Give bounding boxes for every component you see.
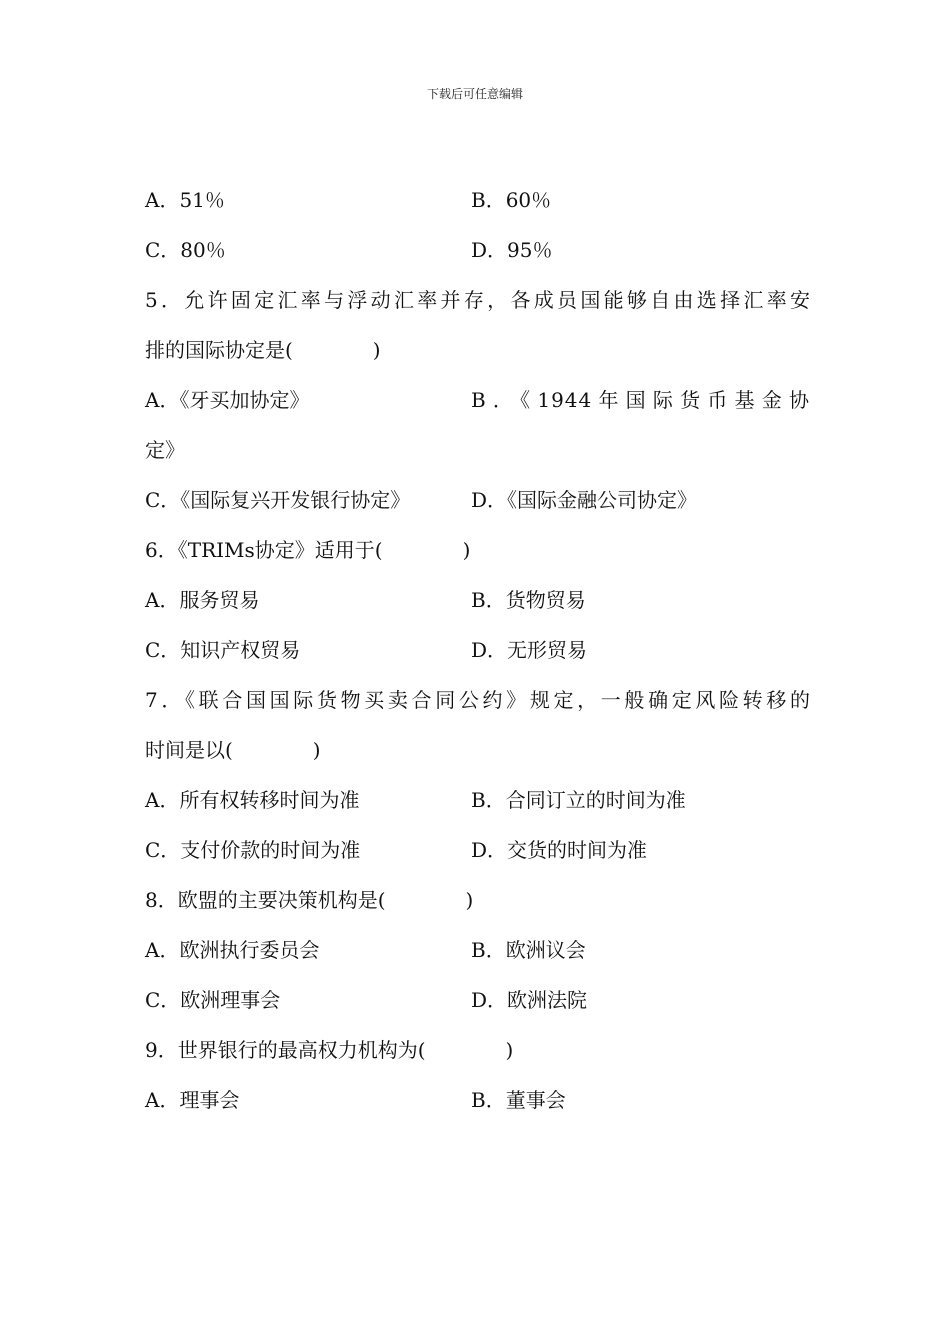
- option-row-q4-cd: [145, 228, 810, 278]
- page-header: 下载后可任意编辑: [426, 87, 523, 101]
- option-b: B．《1944年国际货币基金协: [471, 388, 810, 412]
- option-d: D．交货的时间为准: [471, 838, 648, 862]
- option-row-q6-ab: [145, 578, 810, 628]
- option-row-q5-cd: [145, 478, 810, 528]
- option-b: B．合同订立的时间为准: [471, 788, 686, 812]
- option-a: A．51％: [145, 188, 225, 212]
- option-row-q6-cd: [145, 628, 810, 678]
- option-a: A．欧洲执行委员会: [145, 938, 320, 962]
- option-a: A．《牙买加协定》: [145, 388, 310, 412]
- option-c: C．欧洲理事会: [145, 988, 281, 1012]
- option-row-q4-ab: [145, 178, 810, 228]
- question-5-line-1: 5．允许固定汇率与浮动汇率并存，各成员国能够自由选择汇率安: [145, 288, 810, 312]
- option-d: D．《国际金融公司协定》: [471, 488, 698, 512]
- option-a: A．所有权转移时间为准: [145, 788, 360, 812]
- option-b: B．货物贸易: [471, 588, 586, 612]
- option-row-q8-ab: [145, 928, 810, 978]
- option-d: D．95％: [471, 238, 553, 262]
- option-c: C．《国际复兴开发银行协定》: [145, 488, 411, 512]
- option-b: B．欧洲议会: [471, 938, 586, 962]
- question-5-line-2: 排的国际协定是( ): [145, 338, 381, 362]
- option-a: A．理事会: [145, 1088, 240, 1112]
- option-row-q7-cd: [145, 828, 810, 878]
- option-b: B．董事会: [471, 1088, 566, 1112]
- question-7-line-2: 时间是以( ): [145, 738, 321, 762]
- option-a: A．服务贸易: [145, 588, 260, 612]
- option-c: C．知识产权贸易: [145, 638, 301, 662]
- question-content: [145, 178, 810, 1128]
- option-row-q9-ab: [145, 1078, 810, 1128]
- option-c: C．支付价款的时间为准: [145, 838, 361, 862]
- option-b: B．60％: [471, 188, 552, 212]
- question-9: 9．世界银行的最高权力机构为( ): [145, 1038, 514, 1062]
- option-row-q7-ab: [145, 778, 810, 828]
- question-8: 8．欧盟的主要决策机构是( ): [145, 888, 474, 912]
- option-b-continuation: 定》: [145, 438, 185, 462]
- option-row-q5-ab: [145, 378, 810, 428]
- question-6: 6．《TRIMs协定》适用于( ): [145, 538, 471, 562]
- option-d: D．欧洲法院: [471, 988, 588, 1012]
- question-7-line-1: 7．《联合国国际货物买卖合同公约》规定，一般确定风险转移的: [145, 688, 810, 712]
- option-c: C．80％: [145, 238, 226, 262]
- option-row-q8-cd: [145, 978, 810, 1028]
- option-d: D．无形贸易: [471, 638, 588, 662]
